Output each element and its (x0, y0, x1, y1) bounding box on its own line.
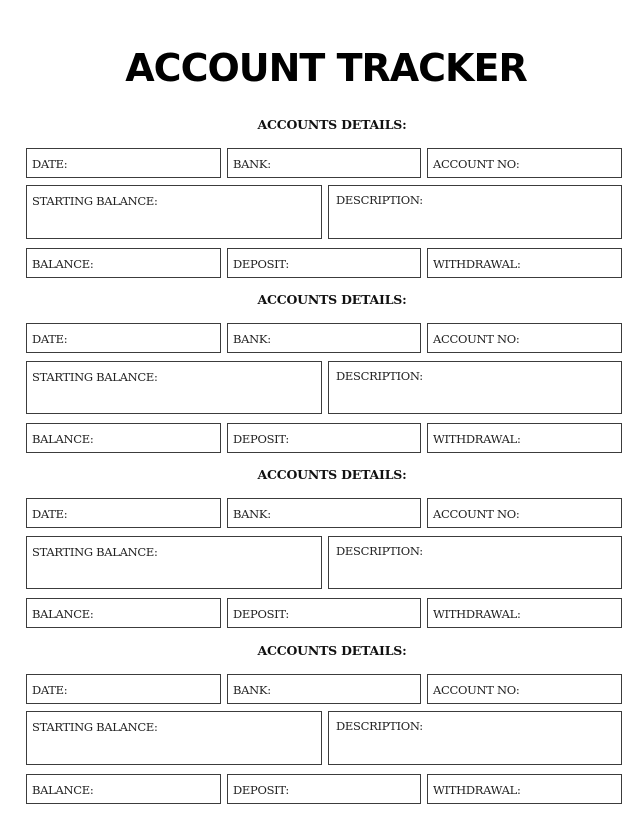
date-field[interactable] (26, 674, 221, 704)
section-heading: ACCOUNTS DETAILS: (257, 117, 407, 132)
description-field[interactable] (328, 361, 622, 414)
starting-balance-field[interactable] (26, 711, 322, 765)
date-field[interactable] (26, 498, 221, 528)
date-label: DATE: (32, 157, 68, 171)
bank-label: BANK: (233, 332, 271, 346)
deposit-label: DEPOSIT: (233, 257, 289, 271)
description-label: DESCRIPTION: (336, 544, 423, 558)
starting-balance-label: STARTING BALANCE: (32, 194, 158, 208)
account-no-field[interactable] (427, 498, 622, 528)
balance-field[interactable] (26, 248, 221, 278)
description-field[interactable] (328, 711, 622, 765)
account-no-label: ACCOUNT NO: (433, 157, 520, 171)
account-no-label: ACCOUNT NO: (433, 507, 520, 521)
starting-balance-label: STARTING BALANCE: (32, 370, 158, 384)
date-field[interactable] (26, 323, 221, 353)
starting-balance-field[interactable] (26, 361, 322, 414)
date-field[interactable] (26, 148, 221, 178)
account-no-field[interactable] (427, 148, 622, 178)
withdrawal-field[interactable] (427, 423, 622, 453)
account-no-label: ACCOUNT NO: (433, 332, 520, 346)
bank-field[interactable] (227, 498, 421, 528)
page-title: ACCOUNT TRACKER (125, 46, 527, 90)
balance-label: BALANCE: (32, 432, 94, 446)
bank-field[interactable] (227, 148, 421, 178)
date-label: DATE: (32, 683, 68, 697)
description-field[interactable] (328, 536, 622, 589)
withdrawal-label: WITHDRAWAL: (433, 432, 521, 446)
balance-label: BALANCE: (32, 783, 94, 797)
withdrawal-label: WITHDRAWAL: (433, 607, 521, 621)
bank-label: BANK: (233, 683, 271, 697)
starting-balance-field[interactable] (26, 536, 322, 589)
deposit-label: DEPOSIT: (233, 783, 289, 797)
withdrawal-field[interactable] (427, 598, 622, 628)
date-label: DATE: (32, 507, 68, 521)
date-label: DATE: (32, 332, 68, 346)
bank-field[interactable] (227, 674, 421, 704)
starting-balance-field[interactable] (26, 185, 322, 239)
section-heading: ACCOUNTS DETAILS: (257, 467, 407, 482)
bank-field[interactable] (227, 323, 421, 353)
description-field[interactable] (328, 185, 622, 239)
starting-balance-label: STARTING BALANCE: (32, 545, 158, 559)
bank-label: BANK: (233, 157, 271, 171)
deposit-label: DEPOSIT: (233, 607, 289, 621)
deposit-field[interactable] (227, 598, 421, 628)
account-no-field[interactable] (427, 323, 622, 353)
balance-field[interactable] (26, 774, 221, 804)
deposit-field[interactable] (227, 248, 421, 278)
deposit-field[interactable] (227, 774, 421, 804)
account-no-label: ACCOUNT NO: (433, 683, 520, 697)
balance-label: BALANCE: (32, 257, 94, 271)
starting-balance-label: STARTING BALANCE: (32, 720, 158, 734)
section-heading: ACCOUNTS DETAILS: (257, 643, 407, 658)
withdrawal-field[interactable] (427, 248, 622, 278)
description-label: DESCRIPTION: (336, 719, 423, 733)
balance-field[interactable] (26, 423, 221, 453)
description-label: DESCRIPTION: (336, 193, 423, 207)
account-no-field[interactable] (427, 674, 622, 704)
withdrawal-label: WITHDRAWAL: (433, 257, 521, 271)
balance-label: BALANCE: (32, 607, 94, 621)
bank-label: BANK: (233, 507, 271, 521)
deposit-label: DEPOSIT: (233, 432, 289, 446)
withdrawal-field[interactable] (427, 774, 622, 804)
description-label: DESCRIPTION: (336, 369, 423, 383)
balance-field[interactable] (26, 598, 221, 628)
withdrawal-label: WITHDRAWAL: (433, 783, 521, 797)
deposit-field[interactable] (227, 423, 421, 453)
section-heading: ACCOUNTS DETAILS: (257, 292, 407, 307)
